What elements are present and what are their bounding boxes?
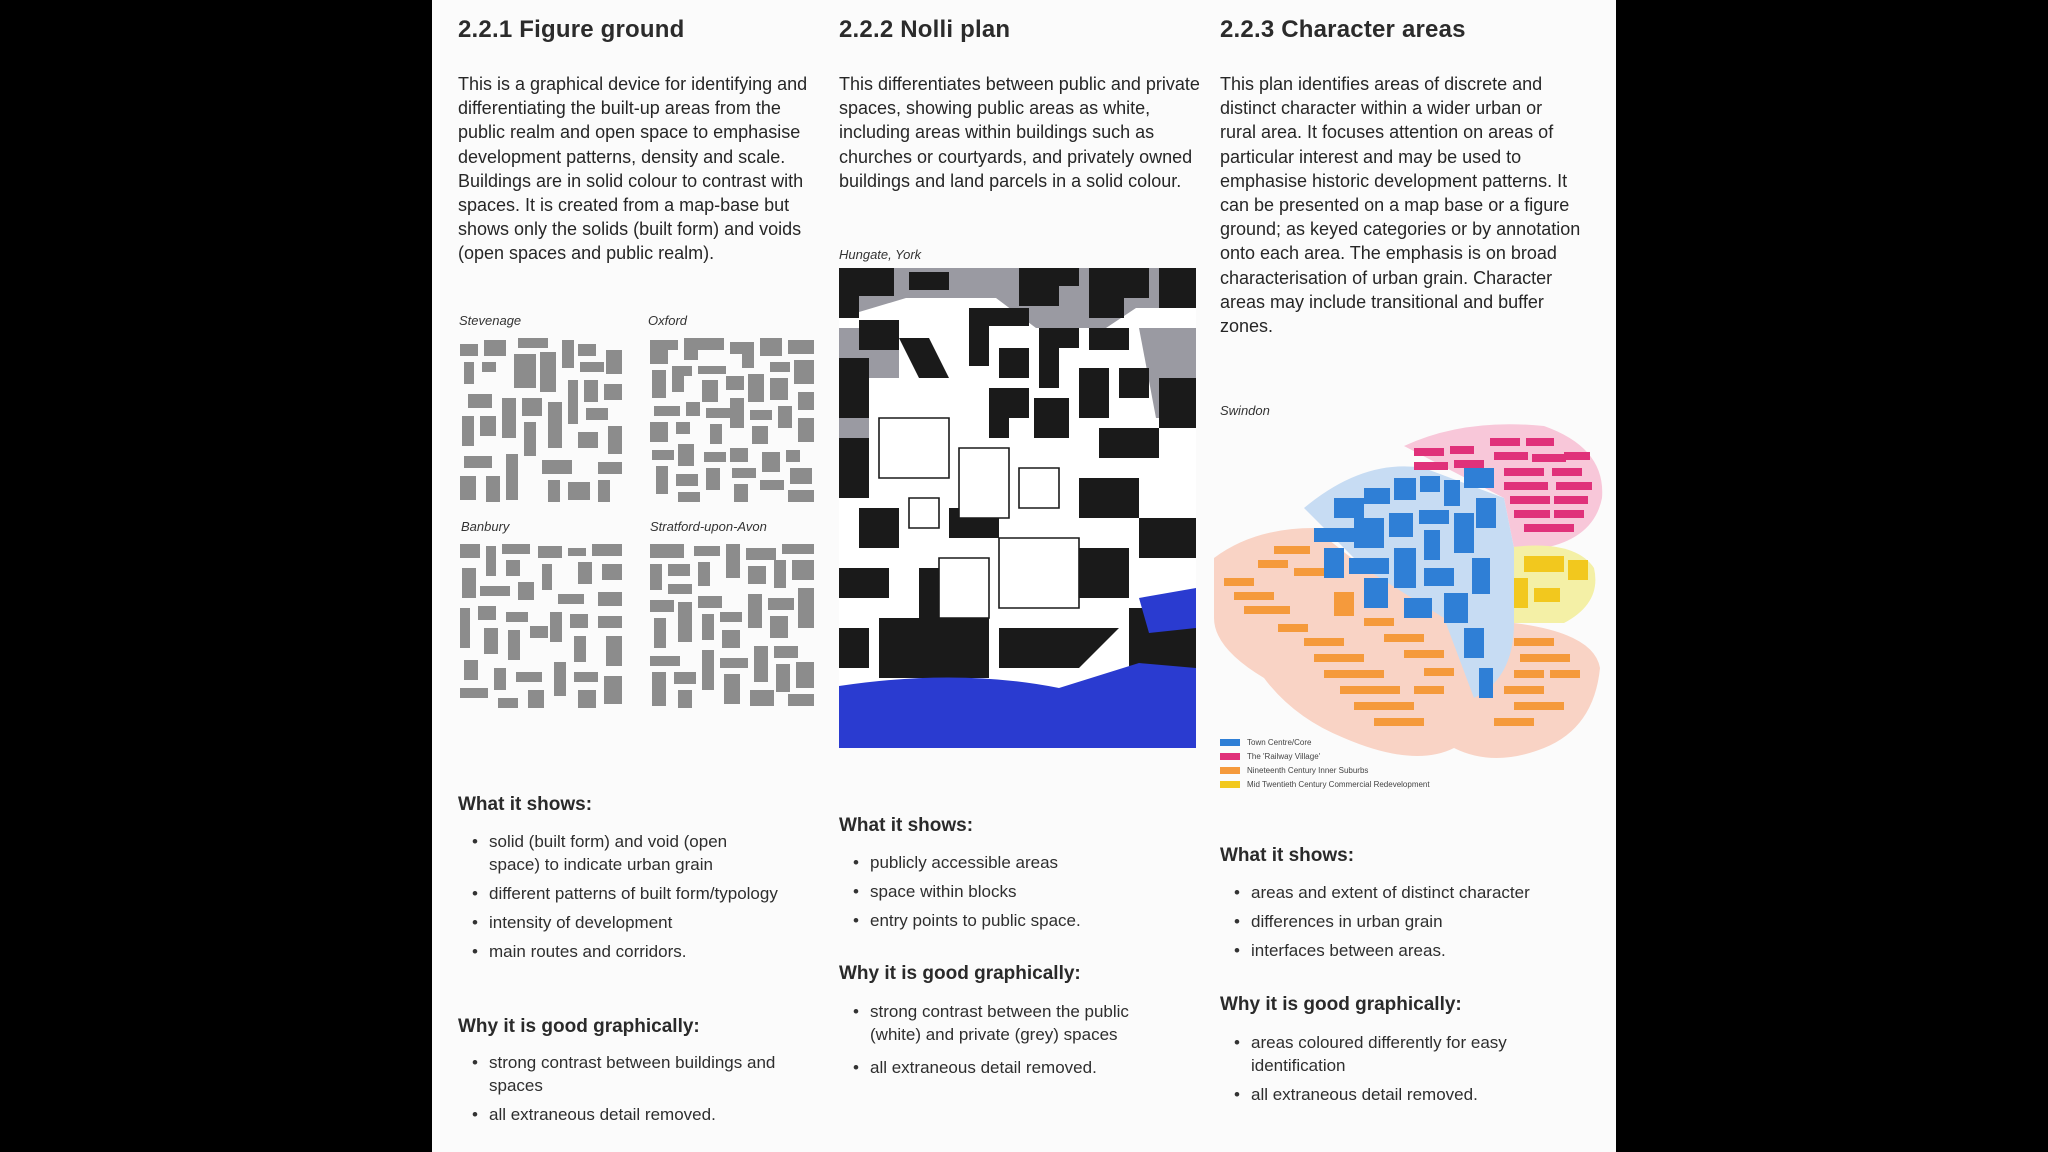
legend-item: The 'Railway Village'	[1220, 748, 1320, 758]
what-it-shows-heading: What it shows:	[1220, 845, 1355, 866]
list-item: • space within blocks	[839, 880, 1159, 903]
why-good-list	[458, 1051, 788, 1126]
list-item: • all extraneous detail removed.	[458, 1103, 788, 1126]
section-title: 2.2.2 Nolli plan	[839, 16, 1011, 43]
list-item: • intensity of development	[458, 911, 778, 934]
why-good-heading: Why it is good graphically:	[458, 1016, 700, 1037]
why-good-list	[1220, 1031, 1540, 1106]
why-good-list	[839, 1000, 1179, 1079]
banbury-figure-ground	[458, 542, 626, 710]
stratford-figure-ground	[648, 542, 816, 710]
list-item: • strong contrast between the public (white) and private (grey) spaces	[839, 1000, 1179, 1046]
section-title: 2.2.1 Figure ground	[458, 16, 685, 43]
why-good-heading: Why it is good graphically:	[839, 963, 1081, 984]
list-item: • all extraneous detail removed.	[839, 1056, 1179, 1079]
what-it-shows-heading: What it shows:	[839, 815, 974, 836]
list-item: • main routes and corridors.	[458, 940, 778, 963]
legend-item: Mid Twentieth Century Commercial Redevelopment	[1220, 776, 1430, 786]
what-it-shows-list	[1220, 881, 1580, 962]
list-item: • areas and extent of distinct character	[1220, 881, 1580, 904]
image-caption: Hungate, York	[839, 247, 922, 262]
stevenage-figure-ground	[458, 336, 626, 504]
list-item: • different patterns of built form/typology	[458, 882, 778, 905]
list-item: • interfaces between areas.	[1220, 939, 1580, 962]
hungate-nolli-plan	[839, 268, 1196, 748]
list-item: • differences in urban grain	[1220, 910, 1580, 933]
legend-swatch	[1220, 767, 1240, 774]
section-intro: This is a graphical device for identifying and differentiating the built-up areas from the public realm and open space to emphasise development patterns, density and scale. Buildings are in solid colour to contrast with spaces. It is created from a map-base but shows only the solids (built form) and voids (open spaces and public realm).	[458, 74, 808, 264]
why-good-heading: Why it is good graphically:	[1220, 994, 1462, 1015]
legend-item: Town Centre/Core	[1220, 734, 1311, 744]
section-intro: This differentiates between public and private spaces, showing public areas as white, including areas within buildings such as churches or courtyards, and privately owned buildings and land parcels in a solid colour.	[839, 74, 1200, 191]
book-page	[432, 0, 1616, 1152]
what-it-shows-list	[458, 830, 778, 963]
legend-swatch	[1220, 781, 1240, 788]
swindon-character-map	[1214, 418, 1606, 772]
section-intro: This plan identifies areas of discrete and distinct character within a wider urban or rural area. It focuses attention on areas of particular interest and may be used to emphasise historic development patterns. It can be presented on a map base or a figure ground; as keyed categories or by annotation onto each area. The emphasis is on broad characterisation of urban grain. Character areas may include transitional and buffer zones.	[1220, 74, 1581, 337]
image-caption: Oxford	[648, 313, 688, 328]
list-item: • all extraneous detail removed.	[1220, 1083, 1540, 1106]
legend-swatch	[1220, 753, 1240, 760]
image-caption: Stevenage	[459, 313, 522, 328]
image-caption: Banbury	[461, 519, 510, 534]
list-item: • areas coloured differently for easy identification	[1220, 1031, 1540, 1077]
image-caption: Swindon	[1220, 403, 1270, 418]
legend-item: Nineteenth Century Inner Suburbs	[1220, 762, 1368, 772]
image-caption: Stratford-upon-Avon	[650, 519, 767, 534]
what-it-shows-heading: What it shows:	[458, 794, 593, 815]
list-item: • solid (built form) and void (open space) to indicate urban grain	[458, 830, 778, 876]
oxford-figure-ground	[648, 336, 816, 504]
section-title: 2.2.3 Character areas	[1220, 16, 1466, 43]
what-it-shows-list	[839, 851, 1159, 932]
list-item: • publicly accessible areas	[839, 851, 1159, 874]
list-item: • entry points to public space.	[839, 909, 1159, 932]
legend-swatch	[1220, 739, 1240, 746]
list-item: • strong contrast between buildings and spaces	[458, 1051, 788, 1097]
